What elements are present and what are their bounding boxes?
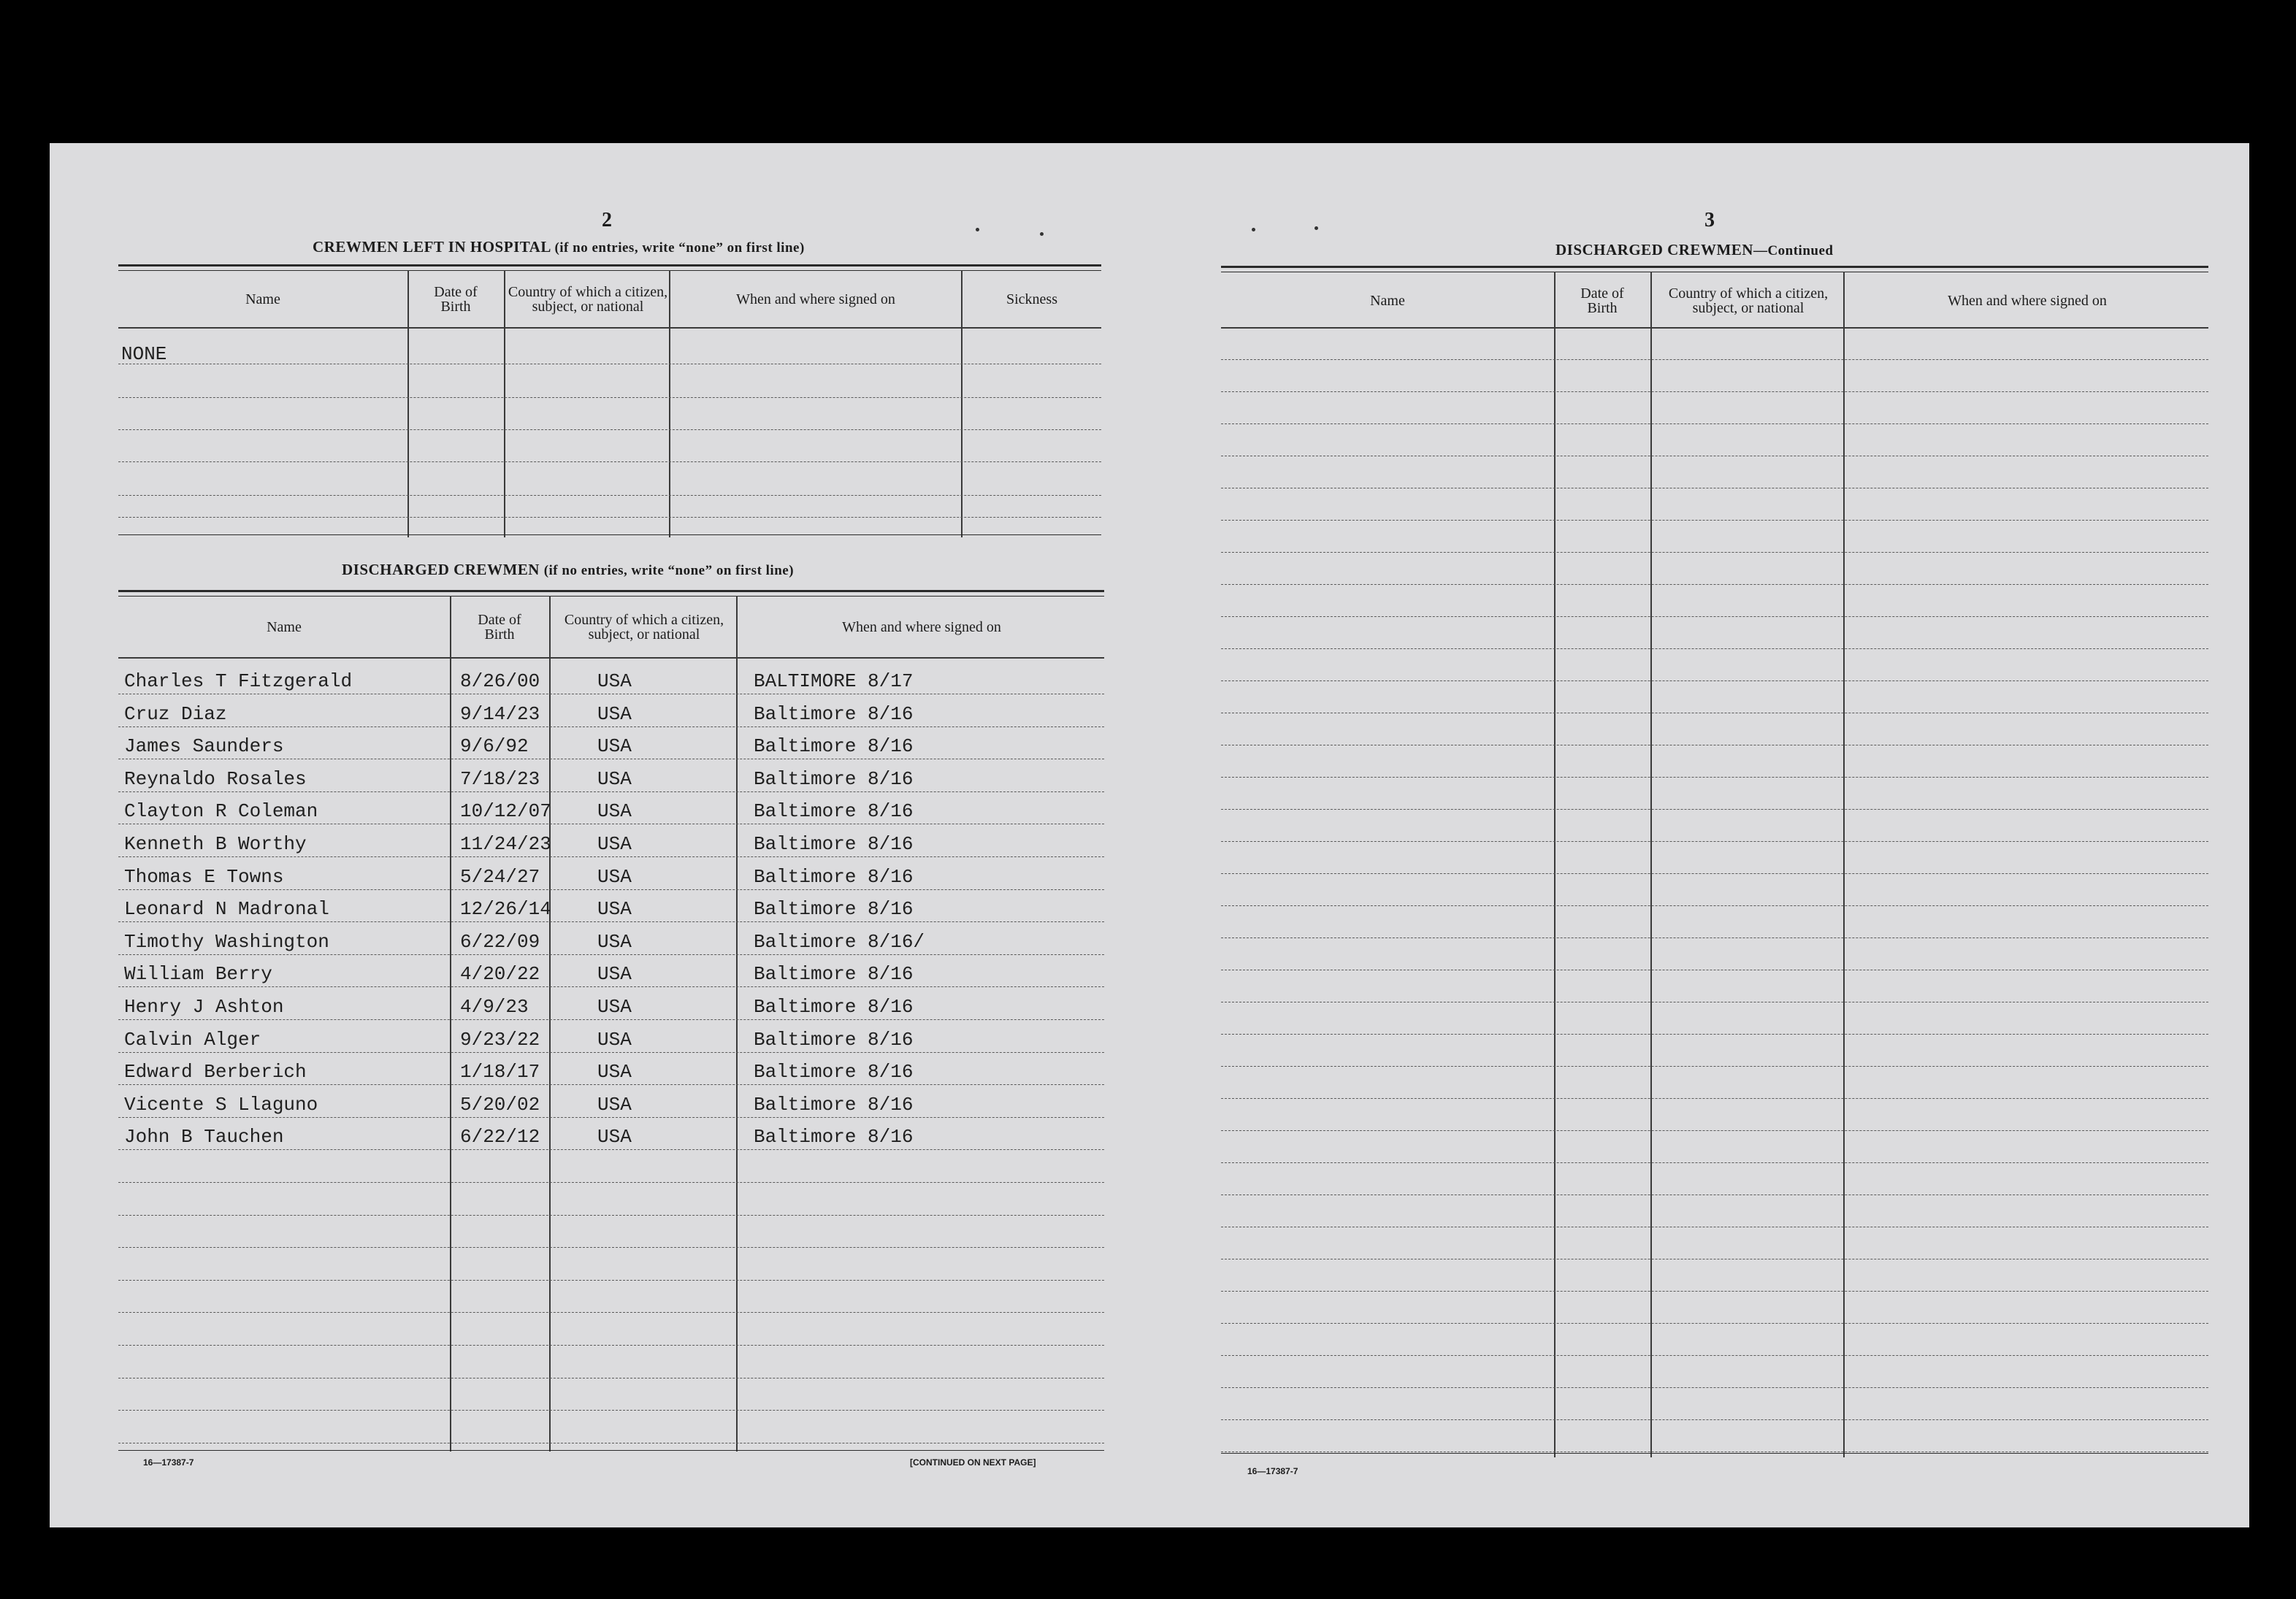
ruled-line <box>1221 680 2208 681</box>
row-name: Clayton R Coleman <box>124 800 318 823</box>
right-discharged-table <box>1221 266 2208 1457</box>
row-signed: Baltimore 8/16 <box>754 800 914 823</box>
row-country: USA <box>597 1028 632 1051</box>
right-col-country: Country of which a citizen, subject, or national <box>1668 285 1829 316</box>
discharged-table <box>118 590 1104 1452</box>
ruled-line <box>1221 809 2208 810</box>
document-paper <box>50 143 2249 1527</box>
ruled-line <box>1221 1162 2208 1163</box>
ruled-line <box>1221 1066 2208 1067</box>
row-country: USA <box>597 865 632 888</box>
row-name: Kenneth B Worthy <box>124 833 307 855</box>
ruled-line <box>118 921 1104 922</box>
row-name: Henry J Ashton <box>124 996 284 1018</box>
ruled-line <box>1221 873 2208 874</box>
ruled-line <box>118 726 1104 727</box>
row-signed: Baltimore 8/16 <box>754 865 914 888</box>
ruled-line <box>118 1052 1104 1053</box>
discharged-col-dob: Date of Birth <box>478 612 521 643</box>
speck <box>1252 228 1255 231</box>
ruled-line <box>118 986 1104 987</box>
ruled-line <box>1221 937 2208 938</box>
discharged-col-country: Country of which a citizen, subject, or national <box>564 612 724 643</box>
ruled-line <box>1221 1098 2208 1099</box>
ruled-line <box>1221 648 2208 649</box>
row-country: USA <box>597 702 632 725</box>
ruled-line <box>1221 1130 2208 1131</box>
row-dob: 9/6/92 <box>460 735 529 758</box>
ruled-line <box>118 1312 1104 1313</box>
row-name: Leonard N Madronal <box>124 898 329 921</box>
row-name: Thomas E Towns <box>124 865 284 888</box>
ruled-line <box>1221 841 2208 842</box>
discharged-title: DISCHARGED CREWMEN <box>342 561 540 578</box>
row-signed: Baltimore 8/16/ <box>754 930 925 953</box>
row-dob: 5/20/02 <box>460 1093 540 1116</box>
left-form-number: 16—17387-7 <box>143 1457 194 1468</box>
row-dob: 4/9/23 <box>460 996 529 1018</box>
row-dob: 12/26/14 <box>460 898 551 921</box>
row-signed: Baltimore 8/16 <box>754 996 914 1018</box>
row-dob: 5/24/27 <box>460 865 540 888</box>
row-signed: Baltimore 8/16 <box>754 1061 914 1084</box>
ruled-line <box>118 1149 1104 1150</box>
right-title: DISCHARGED CREWMEN <box>1555 241 1753 258</box>
ruled-line <box>118 1215 1104 1216</box>
row-signed: Baltimore 8/16 <box>754 735 914 758</box>
row-dob: 6/22/09 <box>460 930 540 953</box>
hospital-col-signed: When and where signed on <box>736 291 895 307</box>
ruled-line <box>1221 1387 2208 1388</box>
row-name: William Berry <box>124 963 272 986</box>
row-name: Calvin Alger <box>124 1028 261 1051</box>
ruled-line <box>118 1117 1104 1118</box>
ruled-line <box>1221 391 2208 392</box>
speck <box>1315 226 1318 230</box>
right-page-number: 3 <box>1704 209 1715 231</box>
discharged-heading <box>342 561 794 579</box>
left-page-number: 2 <box>602 209 612 231</box>
row-dob: 6/22/12 <box>460 1126 540 1149</box>
right-title-suffix: —Continued <box>1753 243 1834 258</box>
row-dob: 11/24/23 <box>460 833 551 855</box>
ruled-line <box>1221 777 2208 778</box>
right-form-number: 16—17387-7 <box>1247 1466 1298 1476</box>
ruled-line <box>118 1410 1104 1411</box>
row-signed: Baltimore 8/16 <box>754 1028 914 1051</box>
speck <box>976 228 979 231</box>
row-country: USA <box>597 930 632 953</box>
ruled-line <box>1221 552 2208 553</box>
ruled-line <box>118 856 1104 857</box>
row-signed: Baltimore 8/16 <box>754 1126 914 1149</box>
row-dob: 9/14/23 <box>460 702 540 725</box>
row-country: USA <box>597 800 632 823</box>
right-heading <box>1555 241 1833 259</box>
hospital-heading <box>313 238 805 256</box>
ruled-line <box>118 1247 1104 1248</box>
ruled-line <box>118 1019 1104 1020</box>
hospital-col-name: Name <box>245 291 280 307</box>
right-col-name: Name <box>1370 293 1405 309</box>
ruled-line <box>118 1182 1104 1183</box>
ruled-line <box>1221 1291 2208 1292</box>
hospital-note: (if no entries, write “none” on first line) <box>554 240 805 256</box>
ruled-line <box>1221 1034 2208 1035</box>
row-dob: 10/12/07 <box>460 800 551 823</box>
discharged-col-signed: When and where signed on <box>842 619 1001 635</box>
hospital-col-sickness: Sickness <box>1006 291 1057 307</box>
row-country: USA <box>597 1061 632 1084</box>
hospital-title: CREWMEN LEFT IN HOSPITAL <box>313 238 551 256</box>
row-name: Cruz Diaz <box>124 702 227 725</box>
row-country: USA <box>597 963 632 986</box>
row-signed: Baltimore 8/16 <box>754 833 914 855</box>
row-signed: BALTIMORE 8/17 <box>754 670 914 692</box>
ruled-line <box>118 1345 1104 1346</box>
ruled-line <box>1221 423 2208 424</box>
continued-note: [CONTINUED ON NEXT PAGE] <box>910 1457 1036 1468</box>
ruled-line <box>1221 1323 2208 1324</box>
ruled-line <box>1221 359 2208 360</box>
ruled-line <box>118 1084 1104 1085</box>
hospital-col-country: Country of which a citizen, subject, or national <box>508 284 668 315</box>
row-country: USA <box>597 1093 632 1116</box>
row-signed: Baltimore 8/16 <box>754 702 914 725</box>
row-country: USA <box>597 670 632 692</box>
ruled-line <box>118 1280 1104 1281</box>
row-signed: Baltimore 8/16 <box>754 767 914 790</box>
right-col-signed: When and where signed on <box>1948 293 2107 309</box>
ruled-line <box>1221 616 2208 617</box>
ruled-line <box>1221 584 2208 585</box>
row-signed: Baltimore 8/16 <box>754 963 914 986</box>
row-name: Timothy Washington <box>124 930 329 953</box>
row-signed: Baltimore 8/16 <box>754 1093 914 1116</box>
row-dob: 8/26/00 <box>460 670 540 692</box>
row-name: John B Tauchen <box>124 1126 284 1149</box>
row-dob: 7/18/23 <box>460 767 540 790</box>
speck <box>1040 232 1044 236</box>
row-signed: Baltimore 8/16 <box>754 898 914 921</box>
ruled-line <box>118 954 1104 955</box>
ruled-line <box>1221 905 2208 906</box>
row-country: USA <box>597 898 632 921</box>
row-country: USA <box>597 833 632 855</box>
ruled-line <box>1221 1419 2208 1420</box>
hospital-table <box>118 264 1101 537</box>
ruled-line <box>118 889 1104 890</box>
row-name: Charles T Fitzgerald <box>124 670 353 692</box>
hospital-entry: NONE <box>121 343 167 365</box>
row-dob: 4/20/22 <box>460 963 540 986</box>
row-name: Edward Berberich <box>124 1061 307 1084</box>
ruled-line <box>118 791 1104 792</box>
row-country: USA <box>597 1126 632 1149</box>
ruled-line <box>1221 1355 2208 1356</box>
row-dob: 1/18/17 <box>460 1061 540 1084</box>
row-country: USA <box>597 767 632 790</box>
discharged-note: (if no entries, write “none” on first line) <box>543 563 795 578</box>
row-country: USA <box>597 996 632 1018</box>
hospital-col-dob: Date of Birth <box>434 284 478 315</box>
row-dob: 9/23/22 <box>460 1028 540 1051</box>
row-name: Reynaldo Rosales <box>124 767 307 790</box>
row-country: USA <box>597 735 632 758</box>
ruled-line <box>1221 520 2208 521</box>
right-col-dob: Date of Birth <box>1580 285 1624 316</box>
row-name: Vicente S Llaguno <box>124 1093 318 1116</box>
row-name: James Saunders <box>124 735 284 758</box>
discharged-col-name: Name <box>267 619 302 635</box>
